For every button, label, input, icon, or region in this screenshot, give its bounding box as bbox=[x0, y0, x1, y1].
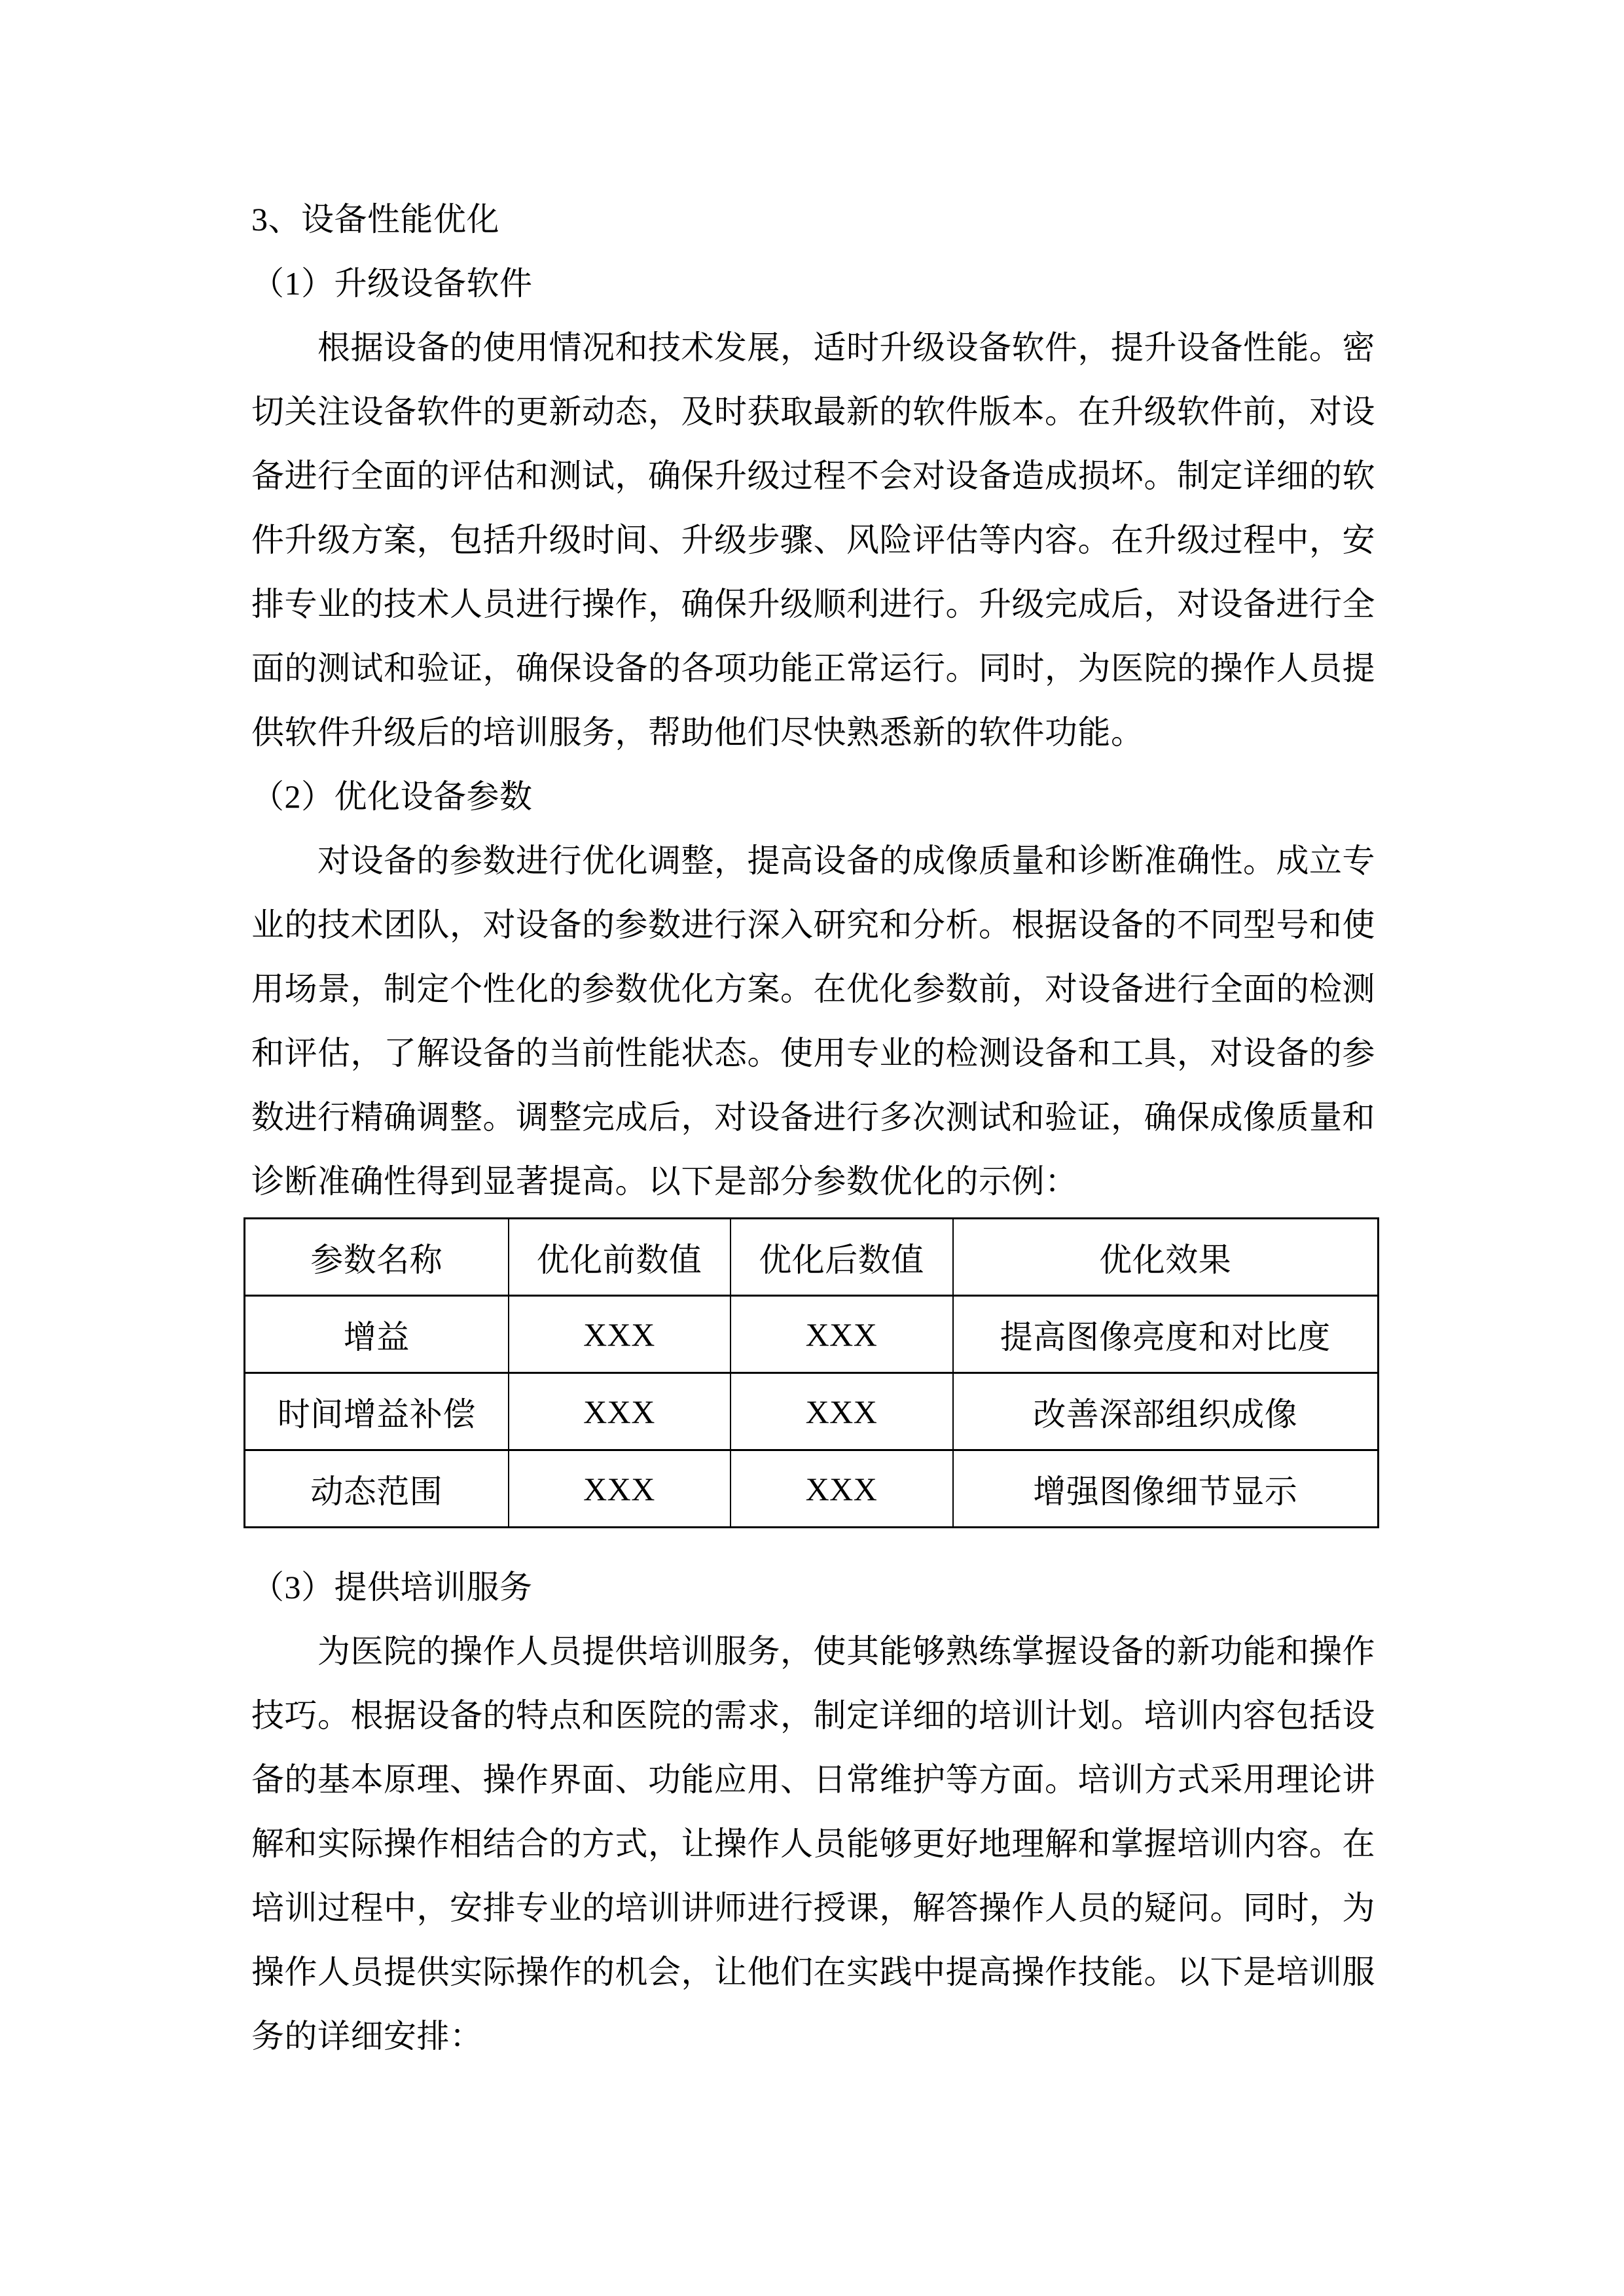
paragraph-line: 备进行全面的评估和测试，确保升级过程不会对设备造成损坏。制定详细的软 bbox=[251, 457, 1375, 494]
table-header-cell: 优化前数值 bbox=[509, 1219, 731, 1296]
paragraph-line: 件升级方案，包括升级时间、升级步骤、风险评估等内容。在升级过程中，安 bbox=[251, 522, 1375, 558]
section-heading: （1）升级设备软件 bbox=[251, 265, 533, 302]
paragraph-line: 操作人员提供实际操作的机会，让他们在实践中提高操作技能。以下是培训服 bbox=[251, 1954, 1375, 1990]
parameters-table bbox=[244, 1217, 1379, 1528]
table-cell: XXX bbox=[731, 1373, 953, 1450]
paragraph-line: 培训过程中，安排专业的培训讲师进行授课，解答操作人员的疑问。同时，为 bbox=[251, 1890, 1375, 1926]
paragraph-line: 务的详细安排： bbox=[251, 2018, 483, 2054]
paragraph-line: 供软件升级后的培训服务，帮助他们尽快熟悉新的软件功能。 bbox=[251, 714, 1144, 751]
table-cell: XXX bbox=[509, 1373, 731, 1450]
paragraph-line: 技巧。根据设备的特点和医院的需求，制定详细的培训计划。培训内容包括设 bbox=[251, 1697, 1375, 1734]
paragraph-line: 用场景，制定个性化的参数优化方案。在优化参数前，对设备进行全面的检测 bbox=[251, 971, 1375, 1007]
paragraph-line: 根据设备的使用情况和技术发展，适时升级设备软件，提升设备性能。密 bbox=[251, 329, 1375, 366]
paragraph-line: 备的基本原理、操作界面、功能应用、日常维护等方面。培训方式采用理论讲 bbox=[251, 1761, 1375, 1798]
table-cell: 改善深部组织成像 bbox=[953, 1373, 1379, 1450]
paragraph-line: 数进行精确调整。调整完成后，对设备进行多次测试和验证，确保成像质量和 bbox=[251, 1099, 1375, 1136]
table-cell: XXX bbox=[509, 1296, 731, 1373]
table-row bbox=[245, 1450, 1379, 1528]
paragraph-line: 诊断准确性得到显著提高。以下是部分参数优化的示例： bbox=[251, 1163, 1078, 1200]
paragraph-line: 排专业的技术人员进行操作，确保升级顺利进行。升级完成后，对设备进行全 bbox=[251, 586, 1375, 622]
paragraph-line: 为医院的操作人员提供培训服务，使其能够熟练掌握设备的新功能和操作 bbox=[251, 1633, 1375, 1670]
table-cell: 增益 bbox=[245, 1296, 509, 1373]
table-header-row bbox=[245, 1219, 1379, 1296]
table-cell: 提高图像亮度和对比度 bbox=[953, 1296, 1379, 1373]
section-heading: （2）优化设备参数 bbox=[251, 778, 533, 815]
paragraph-line: 面的测试和验证，确保设备的各项功能正常运行。同时，为医院的操作人员提 bbox=[251, 650, 1375, 687]
table-cell: 动态范围 bbox=[245, 1450, 509, 1528]
table-header-cell: 优化后数值 bbox=[731, 1219, 953, 1296]
paragraph-line: 切关注设备软件的更新动态，及时获取最新的软件版本。在升级软件前，对设 bbox=[251, 393, 1375, 430]
table-header-cell: 参数名称 bbox=[245, 1219, 509, 1296]
section-heading: （3）提供培训服务 bbox=[251, 1569, 533, 1605]
paragraph-line: 对设备的参数进行优化调整，提高设备的成像质量和诊断准确性。成立专 bbox=[251, 842, 1375, 879]
table-cell: XXX bbox=[731, 1450, 953, 1528]
page-title: 3、设备性能优化 bbox=[251, 201, 499, 238]
table-row bbox=[245, 1296, 1379, 1373]
paragraph-line: 解和实际操作相结合的方式，让操作人员能够更好地理解和掌握培训内容。在 bbox=[251, 1825, 1375, 1862]
table-cell: 增强图像细节显示 bbox=[953, 1450, 1379, 1528]
table-cell: XXX bbox=[509, 1450, 731, 1528]
table-row bbox=[245, 1373, 1379, 1450]
table-cell: XXX bbox=[731, 1296, 953, 1373]
table-header-cell: 优化效果 bbox=[953, 1219, 1379, 1296]
paragraph-line: 和评估，了解设备的当前性能状态。使用专业的检测设备和工具，对设备的参 bbox=[251, 1035, 1375, 1071]
table-cell: 时间增益补偿 bbox=[245, 1373, 509, 1450]
document-content bbox=[251, 187, 1378, 2068]
paragraph-line: 业的技术团队，对设备的参数进行深入研究和分析。根据设备的不同型号和使 bbox=[251, 906, 1375, 943]
